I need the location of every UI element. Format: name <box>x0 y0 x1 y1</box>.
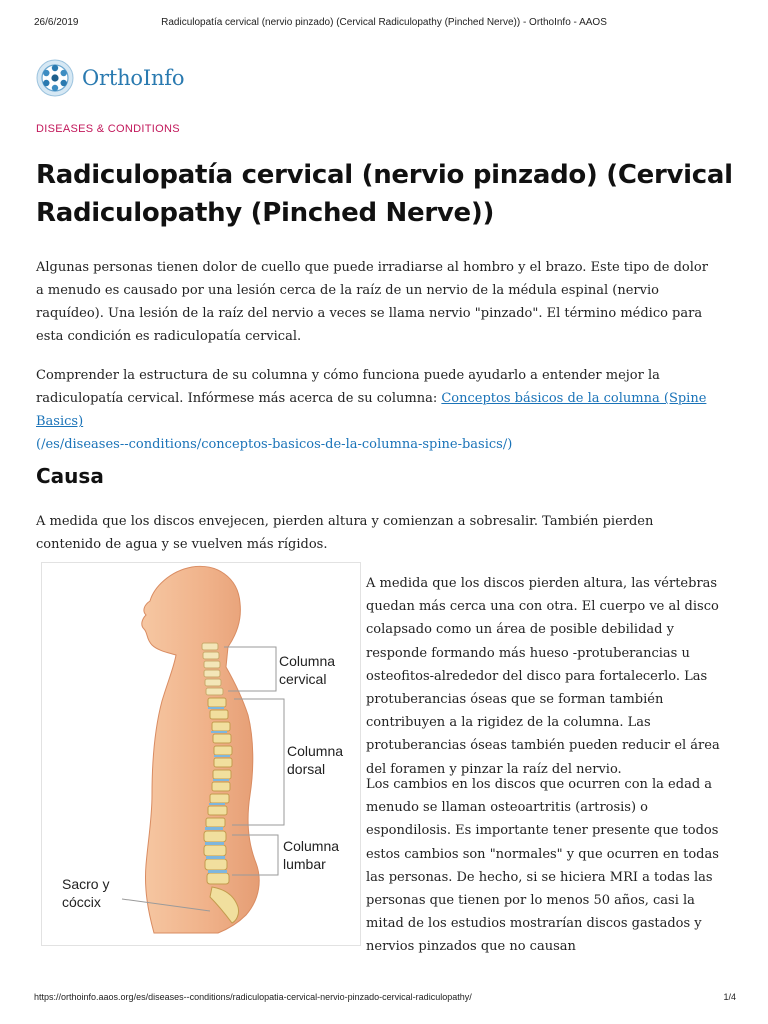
print-page-title: Radiculopatía cervical (nervio pinzado) (Cervical Radiculopathy (Pinched Nerve)) - OrthoInfo - AAOS <box>161 17 607 28</box>
breadcrumb-category[interactable]: DISEASES & CONDITIONS <box>36 123 180 135</box>
section-heading-causa: Causa <box>36 464 104 488</box>
print-date: 26/6/2019 <box>34 17 79 28</box>
print-page-number: 1/4 <box>723 992 736 1002</box>
label-columna-dorsal-2: dorsal <box>287 761 326 777</box>
print-footer <box>0 992 768 1006</box>
body-silhouette <box>142 566 259 933</box>
label-sacro-1: Sacro y <box>62 876 110 892</box>
intro-paragraph-2 <box>36 364 716 456</box>
cause-paragraph-1: A medida que los discos envejecen, pierden altura y comienzan a sobresalir. También pierden contenido de agua y se vuelven más rígidos. <box>36 514 654 552</box>
intro-paragraph-1: Algunas personas tienen dolor de cuello que puede irradiarse al hombro y el brazo. Este tipo de dolor a menudo es causado por una lesión cerca de la raíz de un nervio de la médula espinal (nervio raquídeo). Una lesión de la raíz del nervio a veces se llama nervio "pinzado". El término médico para esta condición es radiculopatía cervical. <box>36 260 708 344</box>
print-footer-url: https://orthoinfo.aaos.org/es/diseases--conditions/radiculopatia-cervical-nervio-pinzado-cervical-radiculopathy/ <box>34 992 472 1002</box>
logo-text: OrthoInfo <box>82 66 185 90</box>
spine-diagram-svg <box>42 563 360 945</box>
site-logo[interactable] <box>36 58 184 98</box>
label-columna-dorsal-1: Columna <box>287 743 344 759</box>
page-title: Radiculopatía cervical (nervio pinzado) (Cervical Radiculopathy (Pinched Nerve)) <box>36 160 733 228</box>
label-columna-cervical-1: Columna <box>279 653 336 669</box>
label-columna-lumbar-1: Columna <box>283 838 340 854</box>
label-columna-lumbar-2: lumbar <box>283 856 326 872</box>
cause-side-paragraph-1: A medida que los discos pierden altura, las vértebras quedan más cerca una con otra. El cuerpo ve al disco colapsado como un área de posible debilidad y responde formando más hueso -protuberancias u osteofitos-alrededor del disco para fortalecerlo. Las protuberancias óseas que se forman también contribuyen a la rigidez de la columna. Las protuberancias óseas también pueden reducir el área del foramen y pinzar la raíz del nervio. <box>366 576 720 777</box>
orthoinfo-logo-icon <box>36 59 74 97</box>
label-columna-cervical-2: cervical <box>279 671 327 687</box>
print-header <box>0 17 768 31</box>
spine-illustration <box>41 562 361 946</box>
cause-side-paragraph-2: Los cambios en los discos que ocurren con la edad a menudo se llaman osteoartritis (artrosis) o espondilosis. Es importante tener presente que todos estos cambios son "normales" y que ocurren en todas las personas. De hecho, si se hiciera MRI a todas las personas que tienen por lo menos 50 años, casi la mitad de los estudios mostrarían discos gastados y nervios pinzados que no causan <box>366 777 719 955</box>
intro-paragraph-2-text: Comprender la estructura de su columna y cómo funciona puede ayudarlo a entender mejor la radiculopatía cervical. Infórmese más acerca de su columna: <box>36 368 660 406</box>
label-sacro-2: cóccix <box>62 894 101 910</box>
spine-basics-link[interactable]: Conceptos básicos de la columna (Spine Basics) <box>36 391 707 429</box>
spine-basics-url: (/es/diseases--conditions/conceptos-basicos-de-la-columna-spine-basics/) <box>36 437 513 452</box>
